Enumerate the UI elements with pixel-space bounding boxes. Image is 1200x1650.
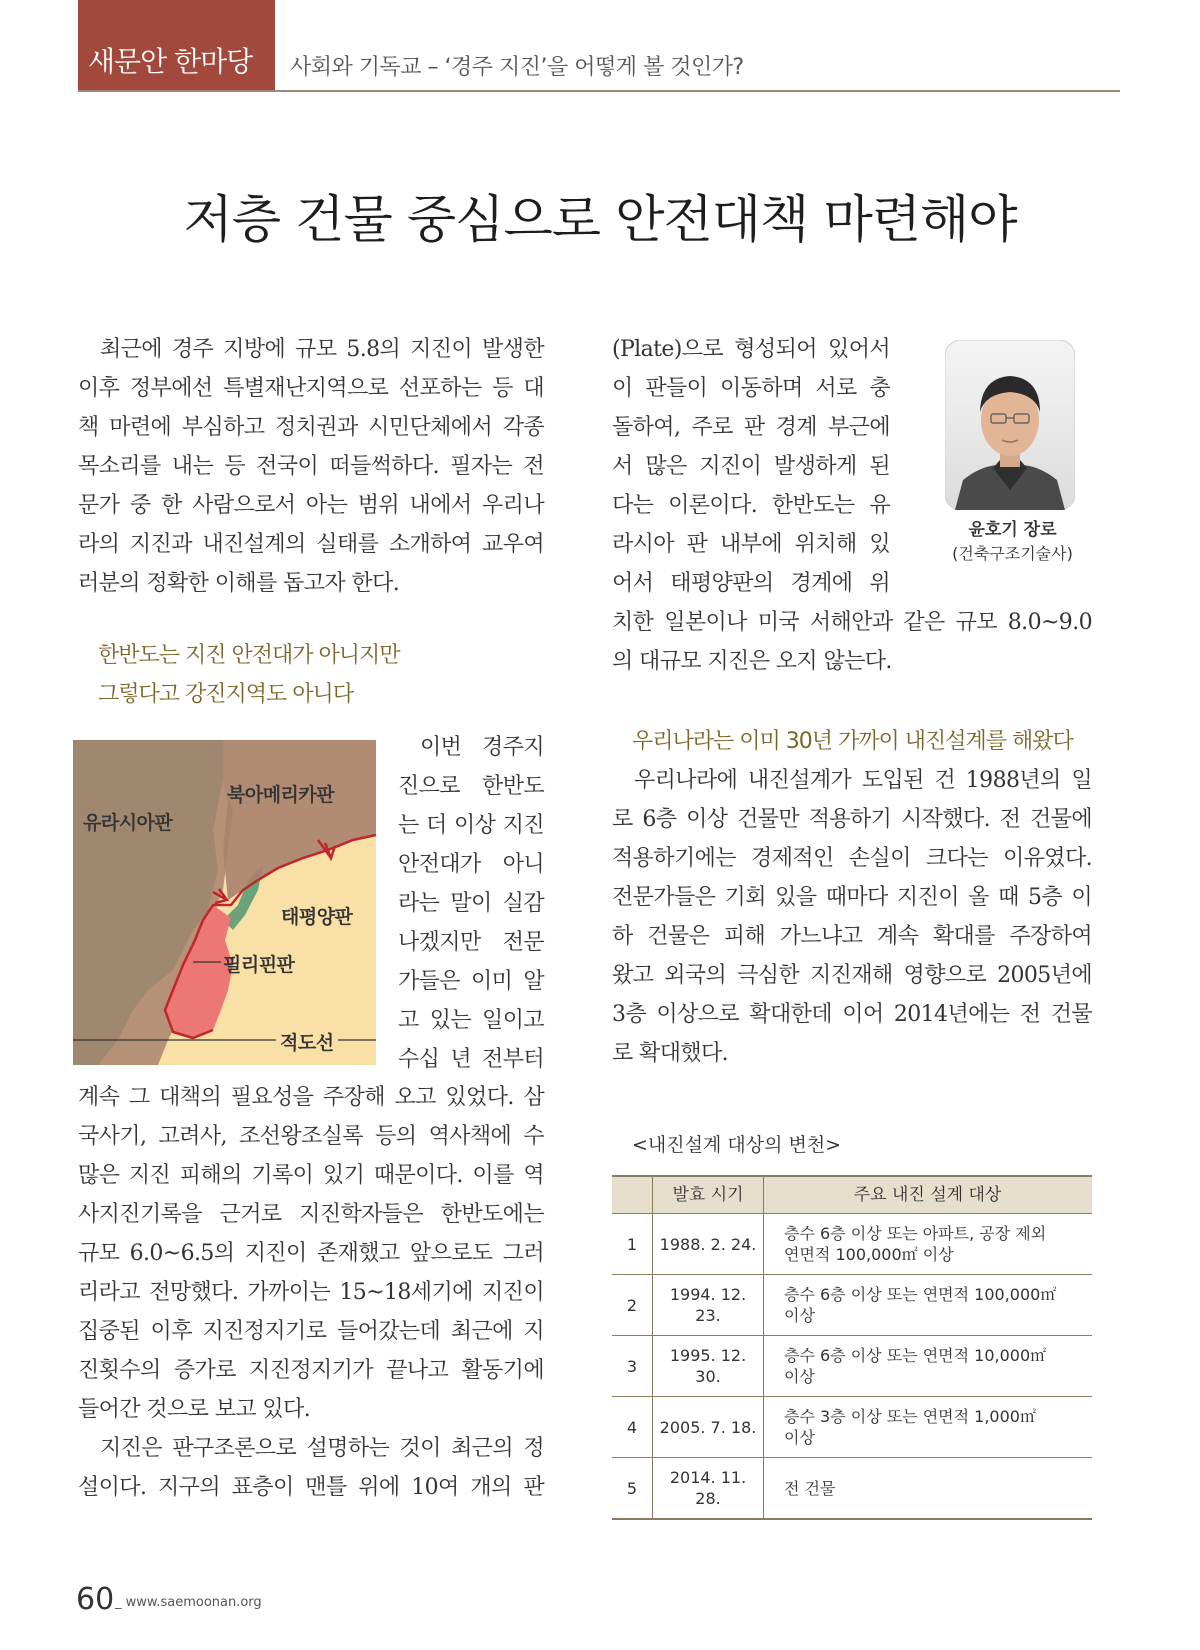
seismic-design-history-table <box>612 1175 1092 1520</box>
text-line: 들어간 것으로 보고 있다. <box>78 1397 311 1422</box>
row-target-line: 층수 3층 이상 또는 연면적 1,000㎡ <box>784 1407 1036 1426</box>
text-line: 수십 년 전부터 <box>398 1047 544 1072</box>
text-line: 적용하기에는 경제적인 손실이 크다는 이유였다. <box>612 846 1092 871</box>
text-line: 하 건물은 피해 가느냐고 계속 확대를 주장하여 <box>612 924 1092 949</box>
text-line: 리라고 전망했다. 가까이는 15~18세기에 지진이 <box>78 1280 544 1305</box>
text-line: 집중된 이후 지진정지기로 들어갔는데 최근에 지 <box>78 1319 544 1344</box>
text-line: 로 확대했다. <box>612 1041 729 1066</box>
text-line: 많은 지진 피해의 기록이 있기 때문이다. 이를 역 <box>78 1163 544 1188</box>
row-date-line: 2014. 11. <box>669 1468 747 1487</box>
table-header-cell: 발효 시기 <box>653 1176 764 1214</box>
map-label-pacific: 태평양판 <box>281 906 353 928</box>
text-line: 진횟수의 증가로 지진정지기가 끝나고 활동기에 <box>78 1358 544 1383</box>
map-label-north-america: 북아메리카판 <box>227 784 335 806</box>
footer-url: _ www.saemoonan.org <box>115 1595 262 1610</box>
text-line: 돌하여, 주로 판 경계 부근에 <box>612 415 890 440</box>
row-target <box>764 1458 1093 1520</box>
map-label-eurasia: 유라시아판 <box>83 812 173 834</box>
text-line: 이후 정부에선 특별재난지역으로 선포하는 등 대 <box>78 376 544 401</box>
text-line: 왔고 외국의 극심한 지진재해 영향으로 2005년에 <box>612 963 1092 988</box>
row-date-line: 1995. 12. <box>669 1346 747 1365</box>
row-target-line: 층수 6층 이상 또는 아파트, 공장 제외 <box>784 1224 1047 1243</box>
header-subtitle: 사회와 기독교 – ‘경주 지진’을 어떻게 볼 것인가? <box>290 55 744 80</box>
row-date <box>653 1397 764 1458</box>
right-wide-paragraph <box>612 603 1092 681</box>
text-line: 라는 말이 실감 <box>398 891 544 916</box>
text-line: 최근에 경주 지방에 규모 5.8의 지진이 발생한 <box>100 337 544 362</box>
text-line: 치한 일본이나 미국 서해안과 같은 규모 8.0~9.0 <box>612 610 1092 635</box>
row-date-line: 23. <box>695 1306 721 1325</box>
text-line: 안전대가 아니 <box>398 852 544 877</box>
section-label: 새문안 한마당 <box>88 45 253 78</box>
table-header-cell: 주요 내진 설계 대상 <box>764 1176 1093 1214</box>
row-target-line: 이상 <box>784 1367 815 1386</box>
text-line: 는 더 이상 지진 <box>398 813 544 838</box>
row-target-line: 층수 6층 이상 또는 연면적 10,000㎡ <box>784 1346 1047 1365</box>
map-label-equator: 적도선 <box>276 1028 338 1055</box>
table-header-cell <box>612 1176 653 1214</box>
right-body-paragraph <box>612 761 1092 1073</box>
text-line: 진으로 한반도 <box>398 774 544 799</box>
text-line: 계속 그 대책의 필요성을 주장해 오고 있었다. 삼 <box>78 1085 544 1110</box>
right-subheading: 우리나라는 이미 30년 가까이 내진설계를 해왔다 <box>632 729 1073 754</box>
row-date <box>653 1275 764 1336</box>
row-target <box>764 1275 1093 1336</box>
row-date-line: 1994. 12. <box>669 1285 747 1304</box>
table-row <box>612 1214 1092 1275</box>
page-number: 60 <box>76 1582 115 1617</box>
author-role: (건축구조기술사) <box>952 544 1073 563</box>
table-header-row <box>612 1176 1092 1214</box>
text-line: 이 판들이 이동하며 서로 충 <box>612 376 890 401</box>
row-number: 3 <box>612 1336 653 1397</box>
map-label-philippine: 필리핀판 <box>223 954 295 976</box>
row-date <box>653 1214 764 1275</box>
table-title: <내진설계 대상의 변천> <box>632 1134 842 1156</box>
row-target-line: 전 건물 <box>784 1478 836 1498</box>
text-line: 국사기, 고려사, 조선왕조실록 등의 역사책에 수 <box>78 1124 544 1149</box>
row-target-line: 연면적 100,000㎡ 이상 <box>784 1245 954 1264</box>
author-portrait <box>945 340 1075 510</box>
text-line: 설이다. 지구의 표층이 맨틀 위에 10여 개의 판 <box>78 1475 544 1500</box>
text-line: 서 많은 지진이 발생하게 된 <box>612 454 890 479</box>
row-target-line: 이상 <box>784 1428 815 1447</box>
text-line: 라시아 판 내부에 위치해 있 <box>612 532 890 557</box>
text-line: 다는 이론이다. 한반도는 유 <box>612 493 890 518</box>
text-line: 사지진기록을 근거로 지진학자들은 한반도에는 <box>78 1202 544 1227</box>
author-caption <box>925 518 1100 566</box>
table-row <box>612 1275 1092 1336</box>
row-number: 1 <box>612 1214 653 1275</box>
text-line: 지진은 판구조론으로 설명하는 것이 최근의 정 <box>100 1436 544 1461</box>
row-date-line: 28. <box>695 1489 721 1508</box>
row-target-line: 이상 <box>784 1306 815 1325</box>
text-line: 어서 태평양판의 경계에 위 <box>612 571 890 596</box>
text-line: 우리나라에 내진설계가 도입된 건 1988년의 일 <box>634 768 1092 793</box>
text-line: 문가 중 한 사람으로서 아는 범위 내에서 우리나 <box>78 493 544 518</box>
row-number: 5 <box>612 1458 653 1520</box>
left-intro-paragraph <box>78 330 544 603</box>
left-subheading <box>98 636 400 714</box>
author-photo <box>945 340 1075 510</box>
right-top-paragraph <box>612 330 890 603</box>
text-line: 러분의 정확한 이해를 돕고자 한다. <box>78 571 400 596</box>
text-line: 의 대규모 지진은 오지 않는다. <box>612 649 892 674</box>
section-label-box <box>78 0 275 92</box>
text-line: 전문가들은 기회 있을 때마다 지진이 올 때 5층 이 <box>612 885 1092 910</box>
text-line: 책 마련에 부심하고 정치권과 시민단체에서 각종 <box>78 415 544 440</box>
author-name: 윤호기 장로 <box>968 520 1057 540</box>
left-narrow-paragraph <box>398 728 544 1079</box>
subheading-line: 한반도는 지진 안전대가 아니지만 <box>98 643 400 668</box>
subheading-line: 그렇다고 강진지역도 아니다 <box>98 682 354 707</box>
text-line: 규모 6.0~6.5의 지진이 존재했고 앞으로도 그러 <box>78 1241 544 1266</box>
text-line: 나겠지만 전문 <box>398 930 544 955</box>
row-target-line: 층수 6층 이상 또는 연면적 100,000㎡ <box>784 1285 1057 1304</box>
row-number: 4 <box>612 1397 653 1458</box>
table-row <box>612 1458 1092 1520</box>
row-date <box>653 1458 764 1520</box>
text-line: 3층 이상으로 확대한데 이어 2014년에는 전 건물 <box>612 1002 1092 1027</box>
left-body-paragraph <box>78 1078 544 1507</box>
tectonic-plate-map <box>73 740 376 1065</box>
text-line: 이번 경주지 <box>420 735 544 760</box>
row-number: 2 <box>612 1275 653 1336</box>
row-target <box>764 1397 1093 1458</box>
text-line: 라의 지진과 내진설계의 실태를 소개하여 교우여 <box>78 532 544 557</box>
row-target <box>764 1214 1093 1275</box>
text-line: 가들은 이미 알 <box>398 969 544 994</box>
row-date-line: 30. <box>695 1367 721 1386</box>
article-title: 저층 건물 중심으로 안전대책 마련해야 <box>183 191 1017 250</box>
text-line: 로 6층 이상 건물만 적용하기 시작했다. 전 건물에 <box>612 807 1092 832</box>
row-date-line: 2005. 7. 18. <box>659 1417 757 1437</box>
table-row <box>612 1397 1092 1458</box>
header-divider <box>78 90 1120 92</box>
text-line: (Plate)으로 형성되어 있어서 <box>612 337 890 362</box>
text-line: 목소리를 내는 등 전국이 떠들썩하다. 필자는 전 <box>78 454 544 479</box>
row-target <box>764 1336 1093 1397</box>
text-line: 고 있는 일이고 <box>398 1008 544 1033</box>
table-row <box>612 1336 1092 1397</box>
row-date-line: 1988. 2. 24. <box>659 1234 757 1254</box>
row-date <box>653 1336 764 1397</box>
